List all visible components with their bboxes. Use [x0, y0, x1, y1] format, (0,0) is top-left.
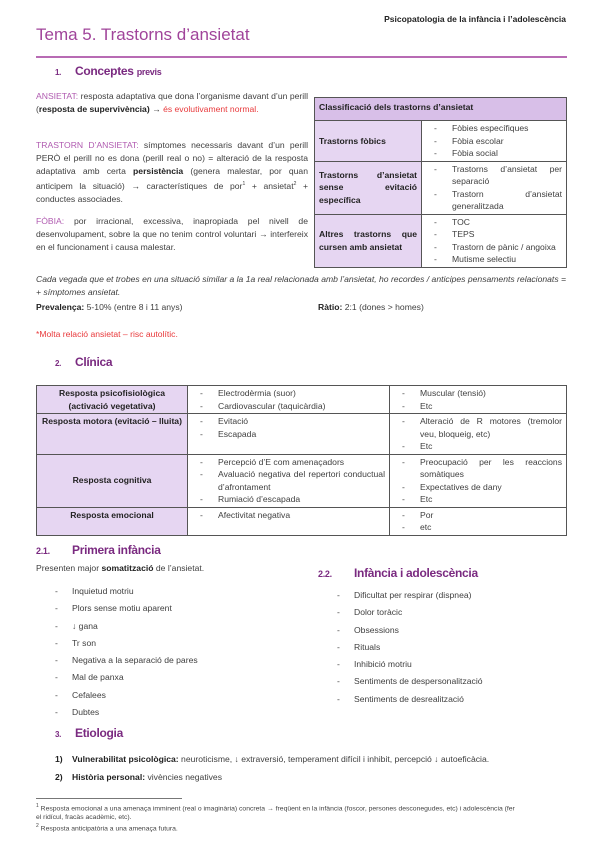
list-item: - Tr son: [52, 635, 198, 652]
list-item: - Sentiments de desrealització: [334, 691, 483, 708]
prevalenca: Prevalença: 5-10% (entre 8 i 11 anys): [36, 302, 183, 312]
etiologia-item-1: 1) Vulnerabilitat psicològica: neuroticisme, ↓ extraversió, temperament difícil i inhibit, percepció ↓ autoeficàcia.: [55, 754, 490, 764]
ansietat-definition: ANSIETAT: resposta adaptativa que dona l’organisme davant d’un perill (resposta de supervivència) → és evolutivament normal.: [36, 91, 308, 114]
primera-infancia-list: [52, 583, 198, 721]
footnote-divider: [36, 798, 182, 799]
table-row: Resposta emocional - Afectivitat negativa - Por - etc: [37, 507, 567, 535]
etiologia-item-2: 2) Història personal: vivències negatives: [55, 772, 222, 782]
page-title: Tema 5. Trastorns d’ansietat: [36, 25, 250, 44]
somatitzacio-intro: Presenten major somatització de l’ansietat.: [36, 563, 205, 573]
section-1-heading: 1. Conceptes previs: [55, 64, 162, 78]
table-row: Trastorns fòbics - Fòbies específiques - Fòbia escolar - Fòbia social: [315, 121, 567, 162]
footnotes: [36, 802, 516, 834]
italic-note: Cada vegada que et trobes en una situació similar a la 1a real relacionada amb l’ansietat, ho recordes / anticipes pensaments relacionats = + símptomes ansietat.: [36, 274, 567, 297]
list-item: - Rituals: [334, 639, 483, 656]
section-2-1-heading: 2.1. Primera infància: [36, 543, 161, 557]
list-item: - Dubtes: [52, 704, 198, 721]
fobia-definition: FÒBIA: por irracional, excessiva, inapropiada pel nivell de desenvolupament, sobre la que no tenim control voluntari → interfereix en el funcionament i causa malestar.: [36, 216, 308, 252]
ratio: Ràtio: 2:1 (dones > homes): [318, 302, 424, 312]
list-item: - Cefalees: [52, 687, 198, 704]
course-header: Psicopatologia de la infància i l’adolescència: [384, 14, 566, 24]
table-row: Resposta motora (evitació – lluita) - Evitació - Escapada - Alteració de R motores (tremolor veu, bloqueig, etc) - Etc: [37, 414, 567, 455]
clinica-table: [36, 385, 567, 536]
classification-table: [314, 97, 567, 268]
list-item: - Negativa a la separació de pares: [52, 652, 198, 669]
list-item: - Inhibició motriu: [334, 656, 483, 673]
list-item: - ↓ gana: [52, 618, 198, 635]
table-row: Altres trastorns que cursen amb ansietat - TOC - TEPS - Trastorn de pànic / angoixa - Mutisme selectiu: [315, 214, 567, 267]
list-item: - Plors sense motiu aparent: [52, 600, 198, 617]
list-item: - Inquietud motriu: [52, 583, 198, 600]
title-divider: [36, 56, 567, 58]
risk-note: *Molta relació ansietat – risc autolític.: [36, 329, 178, 339]
trastorn-definition: TRASTORN D’ANSIETAT: símptomes necessaris davant d’un perill PERÒ el perill no es dona (perill real o no) = alteració de la resposta adaptativa amb certa persistència (genera malestar, por quan anticipem la situació) → característiques de por$^1$ + ansietat$^2$ + conductes associades.: [36, 140, 308, 204]
classification-title: Classificació dels trastorns d’ansietat: [315, 98, 567, 121]
section-3-heading: 3. Etiologia: [55, 726, 123, 740]
table-row: Resposta cognitiva - Percepció d’E com amenaçadors - Avaluació negativa del repertori conductual d’afrontament - Rumiació d’escapada - Preocupació per les reaccions somàtiques - Expectatives de dany - Etc: [37, 454, 567, 507]
list-item: - Mal de panxa: [52, 669, 198, 686]
section-2-heading: 2. Clínica: [55, 355, 113, 369]
footnote-2: $^2$ Resposta anticipatòria a una amenaça futura.: [36, 823, 178, 833]
list-item: - Dificultat per respirar (dispnea): [334, 587, 483, 604]
list-item: - Obsessions: [334, 622, 483, 639]
table-row: Resposta psicofisiològica (activació vegetativa) - Electrodèrmia (suor) - Cardiovascular (taquicàrdia) - Muscular (tensió) - Etc: [37, 386, 567, 414]
list-item: - Sentiments de despersonalització: [334, 673, 483, 690]
adolescencia-list: [334, 587, 483, 708]
list-item: - Dolor toràcic: [334, 604, 483, 621]
table-row: Trastorns d’ansietat sense evitació específica - Trastorns d’ansietat per separació - Trastorn d’ansietat generalitzada: [315, 161, 567, 214]
footnote-1: $^1$ Resposta emocional a una amenaça imminent (real o imaginària) concreta → freqüent en la infància (foscor, persones desconegudes, etc) i adolescència (fer el ridícul, fracàs acadèmic, etc).: [36, 803, 515, 821]
section-2-2-heading: 2.2. Infància i adolescència: [318, 566, 478, 580]
